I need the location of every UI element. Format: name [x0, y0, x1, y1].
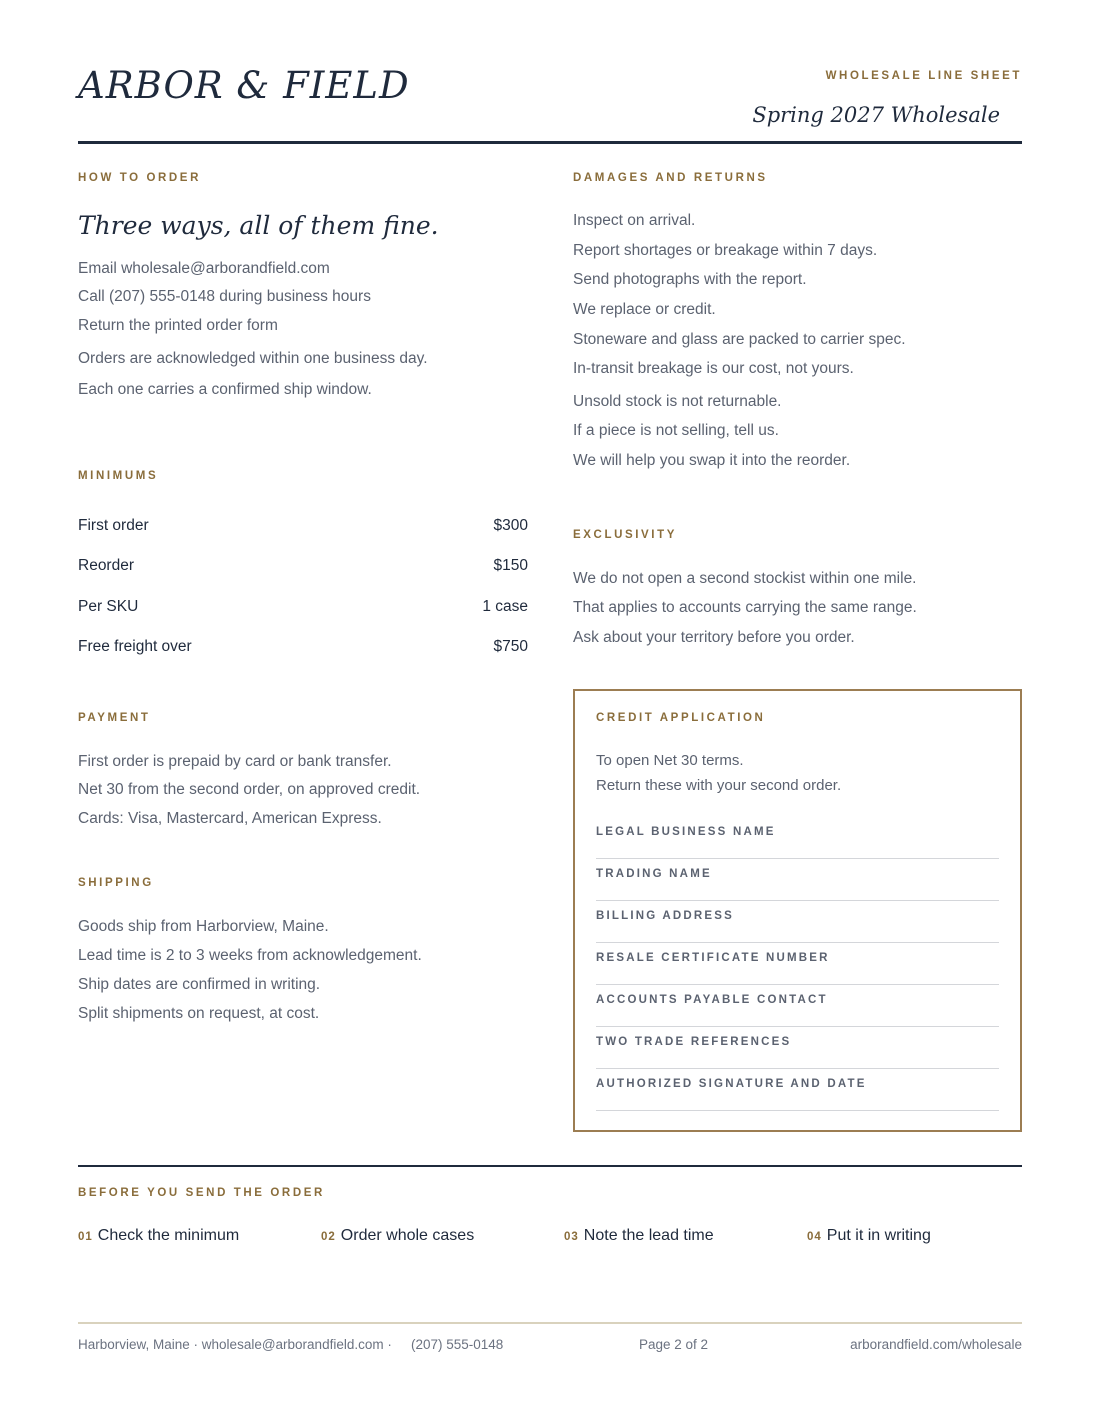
- minimum-value: $750: [493, 638, 528, 655]
- step-number: 04: [807, 1231, 822, 1243]
- damages-line: Inspect on arrival.: [573, 212, 696, 229]
- step-text: Check the minimum: [97, 1227, 240, 1244]
- field-label: TWO TRADE REFERENCES: [596, 1036, 792, 1048]
- minimum-name: Per SKU: [78, 598, 139, 615]
- checklist-step: [564, 1227, 714, 1245]
- field-label: BILLING ADDRESS: [596, 910, 734, 922]
- damages-line: Unsold stock is not returnable.: [573, 393, 782, 410]
- minimum-value: 1 case: [482, 598, 528, 615]
- field-label: LEGAL BUSINESS NAME: [596, 826, 776, 838]
- shipping-line: Lead time is 2 to 3 weeks from acknowledgement.: [78, 947, 422, 964]
- checklist-divider: [78, 1165, 1022, 1167]
- trade-references-field[interactable]: [596, 1027, 999, 1069]
- damages-line: We will help you swap it into the reorder.: [573, 452, 851, 469]
- document-type: WHOLESALE LINE SHEET: [825, 70, 1022, 82]
- damages-line: In-transit breakage is our cost, not yours.: [573, 360, 854, 377]
- exclusivity-line: Ask about your territory before you order.: [573, 629, 855, 646]
- footer-website-link[interactable]: arborandfield.com/wholesale: [850, 1337, 1022, 1352]
- legal-business-name-field[interactable]: [596, 817, 999, 859]
- payment-line: Cards: Visa, Mastercard, American Express.: [78, 810, 382, 827]
- damages-line: We replace or credit.: [573, 301, 716, 318]
- footer-contact: Harborview, Maine · wholesale@arborandfield.com ·: [78, 1337, 392, 1352]
- exclusivity-heading: EXCLUSIVITY: [573, 529, 678, 541]
- credit-intro: To open Net 30 terms.: [596, 752, 744, 769]
- step-text: Order whole cases: [340, 1227, 475, 1244]
- checklist-step: [321, 1227, 474, 1245]
- shipping-line: Ship dates are confirmed in writing.: [78, 976, 321, 993]
- checklist-step: [78, 1227, 239, 1245]
- resale-certificate-field[interactable]: [596, 943, 999, 985]
- credit-application-heading: CREDIT APPLICATION: [596, 712, 766, 724]
- minimums-heading: MINIMUMS: [78, 470, 159, 482]
- checklist-step: [807, 1227, 931, 1245]
- field-label: RESALE CERTIFICATE NUMBER: [596, 952, 830, 964]
- minimum-name: Reorder: [78, 557, 134, 574]
- payment-heading: PAYMENT: [78, 712, 151, 724]
- order-method-form: Return the printed order form: [78, 317, 278, 334]
- minimum-row: [78, 557, 528, 575]
- footer-phone: (207) 555-0148: [411, 1337, 504, 1352]
- exclusivity-line: That applies to accounts carrying the same range.: [573, 599, 917, 616]
- step-number: 01: [78, 1231, 93, 1243]
- damages-line: Send photographs with the report.: [573, 271, 807, 288]
- shipping-line: Split shipments on request, at cost.: [78, 1005, 320, 1022]
- step-text: Put it in writing: [826, 1227, 931, 1244]
- shipping-heading: SHIPPING: [78, 877, 154, 889]
- credit-intro: Return these with your second order.: [596, 777, 842, 794]
- how-to-order-headline: Three ways, all of them fine.: [78, 211, 439, 240]
- footer-divider: [78, 1322, 1022, 1324]
- order-note: Each one carries a confirmed ship window.: [78, 381, 372, 398]
- credit-application-box: [573, 689, 1022, 1132]
- damages-line: Report shortages or breakage within 7 days.: [573, 242, 878, 259]
- checklist-heading: BEFORE YOU SEND THE ORDER: [78, 1187, 325, 1199]
- minimum-value: $150: [493, 557, 528, 574]
- field-label: TRADING NAME: [596, 868, 712, 880]
- exclusivity-line: We do not open a second stockist within one mile.: [573, 570, 917, 587]
- minimum-name: Free freight over: [78, 638, 192, 655]
- payment-line: First order is prepaid by card or bank transfer.: [78, 753, 392, 770]
- trading-name-field[interactable]: [596, 859, 999, 901]
- shipping-line: Goods ship from Harborview, Maine.: [78, 918, 329, 935]
- step-number: 02: [321, 1231, 336, 1243]
- billing-address-field[interactable]: [596, 901, 999, 943]
- payment-line: Net 30 from the second order, on approved credit.: [78, 781, 421, 798]
- minimum-name: First order: [78, 517, 149, 534]
- step-text: Note the lead time: [583, 1227, 714, 1244]
- field-label: AUTHORIZED SIGNATURE AND DATE: [596, 1078, 867, 1090]
- minimum-row: [78, 517, 528, 535]
- how-to-order-heading: HOW TO ORDER: [78, 172, 201, 184]
- footer-page-number: Page 2 of 2: [639, 1337, 709, 1352]
- step-number: 03: [564, 1231, 579, 1243]
- damages-heading: DAMAGES AND RETURNS: [573, 172, 768, 184]
- season-title: Spring 2027 Wholesale: [752, 103, 1000, 127]
- order-note: Orders are acknowledged within one business day.: [78, 350, 428, 367]
- damages-line: Stoneware and glass are packed to carrier spec.: [573, 331, 906, 348]
- brand-name: ARBOR & FIELD: [78, 64, 410, 107]
- accounts-payable-field[interactable]: [596, 985, 999, 1027]
- minimum-row: [78, 598, 528, 616]
- minimum-value: $300: [493, 517, 528, 534]
- signature-date-field[interactable]: [596, 1069, 999, 1111]
- order-method-phone: Call (207) 555-0148 during business hours: [78, 288, 371, 305]
- damages-line: If a piece is not selling, tell us.: [573, 422, 779, 439]
- minimum-row: [78, 638, 528, 656]
- field-label: ACCOUNTS PAYABLE CONTACT: [596, 994, 828, 1006]
- header-divider: [78, 141, 1022, 144]
- order-method-email: Email wholesale@arborandfield.com: [78, 260, 330, 277]
